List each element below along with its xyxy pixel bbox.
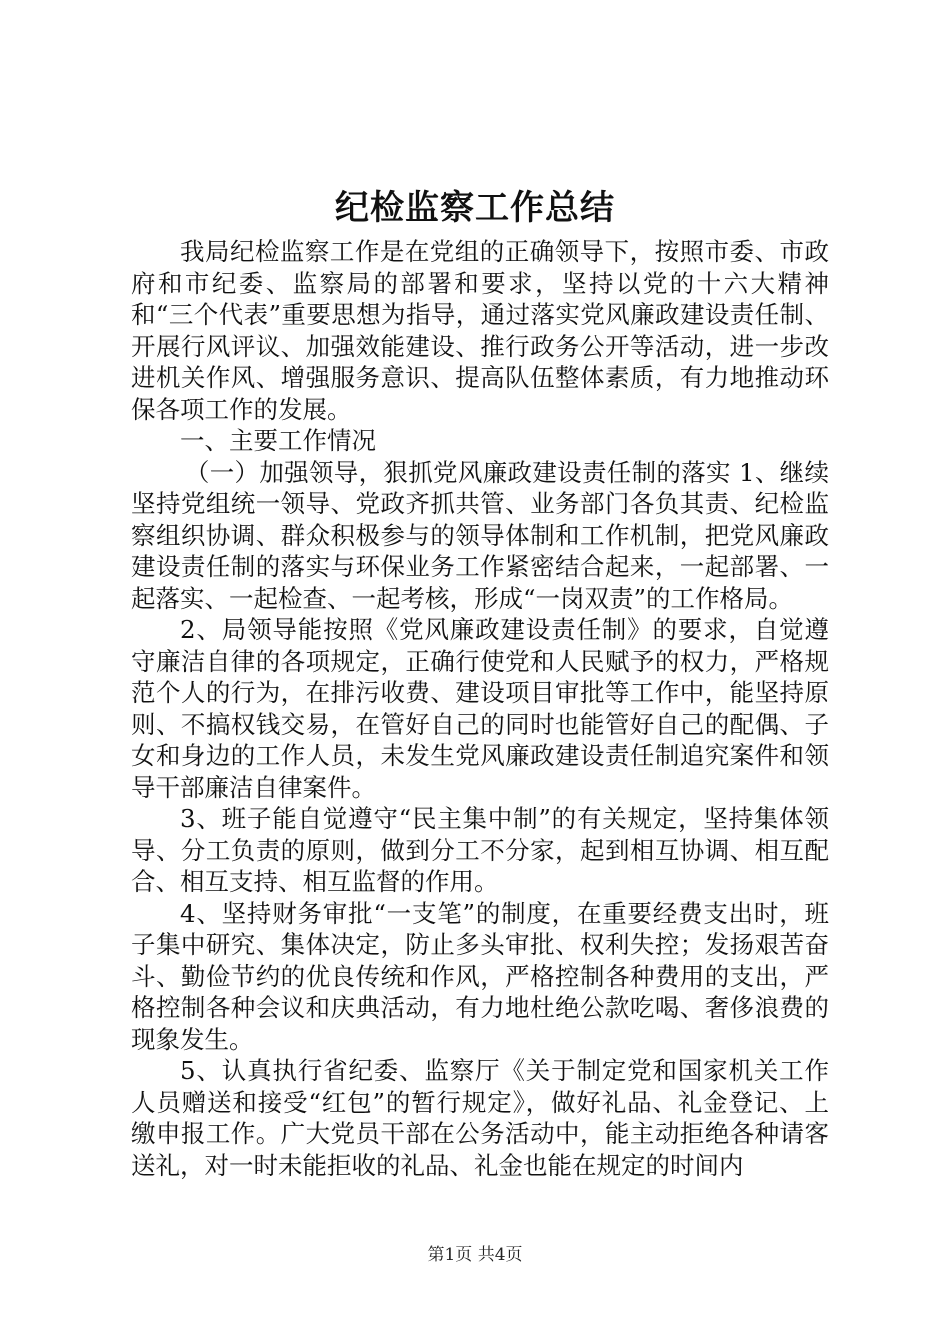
paragraph-item-1: （一）加强领导，狠抓党风廉政建设责任制的落实 1、继续坚持党组统一领导、党政齐抓共管、业务部门各负其责、纪检监察组织协调、群众积极参与的领导体制和工作机制，把党风廉政建设责任制的落实与环保业务工作紧密结合起来，一起部署、一起落实、一起检查、一起考核，形成“一岗双责”的工作格局。 <box>131 457 829 613</box>
paragraph-item-2: 2、局领导能按照《党风廉政建设责任制》的要求，自觉遵守廉洁自律的各项规定，正确行使党和人民赋予的权力，严格规范个人的行为，在排污收费、建设项目审批等工作中，能坚持原则、不搞权钱交易，在管好自己的同时也能管好自己的配偶、子女和身边的工作人员，未发生党风廉政建设责任制追究案件和领导干部廉洁自律案件。 <box>131 615 829 802</box>
document-body <box>131 236 829 1181</box>
page-number-footer: 第1页 共4页 <box>427 1245 523 1265</box>
paragraph-item-4: 4、坚持财务审批“一支笔”的制度，在重要经费支出时，班子集中研究、集体决定，防止多头审批、权利失控；发扬艰苦奋斗、勤俭节约的优良传统和作风，严格控制各种费用的支出，严格控制各种会议和庆典活动，有力地杜绝公款吃喝、奢侈浪费的现象发生。 <box>131 898 829 1054</box>
paragraph-item-5: 5、认真执行省纪委、监察厅《关于制定党和国家机关工作人员赠送和接受“红包”的暂行规定》，做好礼品、礼金登记、上缴申报工作。广大党员干部在公务活动中，能主动拒绝各种请客送礼，对一时未能拒收的礼品、礼金也能在规定的时间内 <box>131 1056 829 1180</box>
paragraph-item-3: 3、班子能自觉遵守“民主集中制”的有关规定，坚持集体领导、分工负责的原则，做到分工不分家，起到相互协调、相互配合、相互支持、相互监督的作用。 <box>131 804 829 896</box>
paragraph-intro: 我局纪检监察工作是在党组的正确领导下，按照市委、市政府和市纪委、监察局的部署和要求，坚持以党的十六大精神和“三个代表”重要思想为指导，通过落实党风廉政建设责任制、开展行风评议、加强效能建设、推行政务公开等活动，进一步改进机关作风、增强服务意识、提高队伍整体素质，有力地推动环保各项工作的发展。 <box>131 237 829 424</box>
page-title: 纪检监察工作总结 <box>335 188 615 228</box>
section-heading-main-work: 一、主要工作情况 <box>180 426 376 455</box>
